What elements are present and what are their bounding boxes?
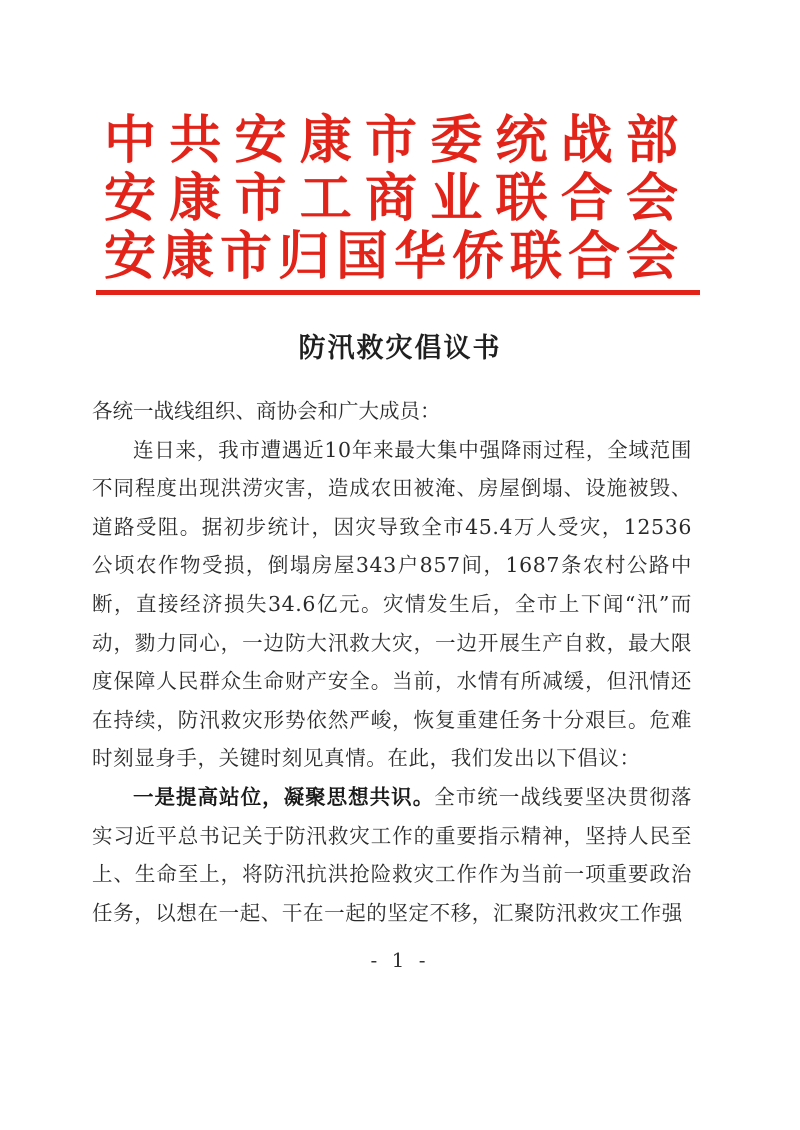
org-name-united-front-dept: 中共安康市委统战部 bbox=[104, 110, 684, 171]
proposal-one-text: 全市统一战线要坚决贯彻落实习近平总书记关于防汛救灾工作的重要指示精神，坚持人民至上、生命至上，将防汛抗洪抢险救灾工作作为当前一项重要政治任务，以想在一起、干在一起的坚定不移，汇聚防汛救灾工作强 bbox=[92, 784, 692, 925]
document-title: 防汛救灾倡议书 bbox=[298, 333, 502, 364]
paragraph-situation: 连日来，我市遭遇近10年来最大集中强降雨过程，全域范围不同程度出现洪涝灾害，造成农田被淹、房屋倒塌、设施被毁、道路受阻。据初步统计，因灾导致全市45.4万人受灾，12536公顷农作物受损，倒塌房屋343户857间，1687条农村公路中断，直接经济损失34.6亿元。灾情发生后，全市上下闻“汛”而动，勠力同心，一边防大汛救大灾，一边开展生产自救，最大限度保障人民群众生命财产安全。当前，水情有所减缓，但汛情还在持续，防汛救灾形势依然严峻，恢复重建任务十分艰巨。危难时刻显身手，关键时刻见真情。在此，我们发出以下倡议： bbox=[92, 437, 692, 771]
red-header-divider bbox=[96, 290, 700, 295]
paragraph-proposal-one bbox=[92, 778, 692, 932]
proposal-one-heading: 一是提高站位，凝聚思想共识。 bbox=[133, 784, 435, 809]
document-body bbox=[92, 392, 692, 932]
org-name-returned-overseas-chinese-federation: 安康市归国华侨联合会 bbox=[104, 226, 685, 287]
org-name-federation-of-industry-commerce: 安康市工商业联合会 bbox=[104, 168, 684, 229]
issuing-organizations-header bbox=[104, 112, 684, 286]
page-number: - 1 - bbox=[370, 948, 430, 972]
salutation: 各统一战线组织、商协会和广大成员： bbox=[92, 399, 441, 423]
